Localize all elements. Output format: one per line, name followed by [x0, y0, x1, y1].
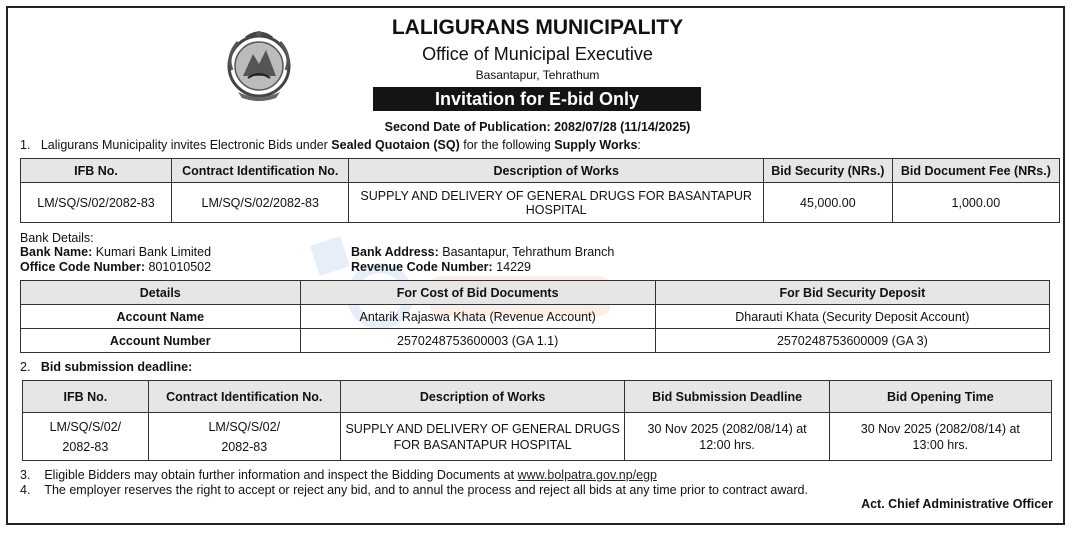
- table-cell: 2570248753600009 (GA 3): [655, 329, 1049, 353]
- table-cell: [23, 413, 149, 461]
- table-header: Bid Submission Deadline: [625, 381, 829, 413]
- cell-line: LM/SQ/S/02/: [49, 419, 122, 434]
- table-cell: LM/SQ/S/02/2082-83: [172, 183, 349, 223]
- table-header: Description of Works: [349, 159, 764, 183]
- table-header: Details: [21, 281, 301, 305]
- label: Revenue Code Number:: [351, 260, 493, 274]
- item-number: 4.: [20, 483, 31, 497]
- table-header: For Bid Security Deposit: [655, 281, 1049, 305]
- table-cell: [829, 413, 1051, 461]
- cell-line: SUPPLY AND DELIVERY OF GENERAL DRUGS: [345, 421, 620, 436]
- table-header: IFB No.: [23, 381, 149, 413]
- table-cell: 1,000.00: [892, 183, 1059, 223]
- item-number: 1.: [20, 138, 31, 152]
- item-1: [20, 138, 641, 152]
- item-number: 2.: [20, 360, 31, 374]
- table-header: Description of Works: [340, 381, 625, 413]
- nepal-emblem-icon: [218, 26, 300, 104]
- table-cell: [625, 413, 829, 461]
- bank-accounts-table: [20, 280, 1050, 353]
- value: Kumari Bank Limited: [92, 245, 212, 259]
- table-header: Contract Identification No.: [172, 159, 349, 183]
- item-text: Laligurans Municipality invites Electronic Bids under: [40, 138, 332, 152]
- bank-name: [20, 245, 211, 259]
- cell-line: 2082-83: [221, 439, 268, 454]
- label: Office Code Number:: [20, 260, 146, 274]
- bolpatra-link[interactable]: www.bolpatra.gov.np/egp: [517, 468, 657, 482]
- value: Basantapur, Tehrathum Branch: [438, 245, 615, 259]
- office-location: Basantapur, Tehrathum: [475, 68, 600, 82]
- table-cell: 2570248753600003 (GA 1.1): [300, 329, 655, 353]
- office-code: [20, 260, 211, 274]
- item-bold: Bid submission deadline:: [40, 360, 193, 374]
- cell-line: 13:00 hrs.: [912, 438, 969, 452]
- notice-banner: Invitation for E-bid Only: [373, 87, 701, 111]
- table-header: For Cost of Bid Documents: [300, 281, 655, 305]
- item-bold: Sealed Quotaion (SQ): [331, 138, 460, 152]
- item-text: :: [637, 138, 641, 152]
- value: 801010502: [145, 260, 212, 274]
- table-cell: SUPPLY AND DELIVERY OF GENERAL DRUGS FOR BASANTAPUR HOSPITAL: [349, 183, 764, 223]
- publication-date: Second Date of Publication: 2082/07/28 (11/14/2025): [384, 120, 691, 134]
- municipality-name: LALIGURANS MUNICIPALITY: [391, 16, 684, 39]
- item-number: 3.: [20, 468, 31, 482]
- table-header: Bid Opening Time: [829, 381, 1051, 413]
- label: Bank Name:: [20, 245, 93, 259]
- table-cell: Dharauti Khata (Security Deposit Account): [655, 305, 1049, 329]
- table-header: Contract Identification No.: [148, 381, 340, 413]
- bid-items-table: [20, 158, 1060, 223]
- table-cell: Account Number: [21, 329, 301, 353]
- item-bold: Supply Works: [554, 138, 638, 152]
- item-text: Eligible Bidders may obtain further information and inspect the Bidding Documents at: [44, 468, 518, 482]
- cell-line: FOR BASANTAPUR HOSPITAL: [393, 437, 572, 452]
- item-text: for the following: [459, 138, 555, 152]
- value: 14229: [492, 260, 531, 274]
- cell-line: 2082-83: [62, 439, 109, 454]
- table-cell: Antarik Rajaswa Khata (Revenue Account): [300, 305, 655, 329]
- label: Bank Address:: [351, 245, 439, 259]
- item-text: The employer reserves the right to accept or reject any bid, and to annul the process and reject all bids at any time prior to contract award.: [44, 483, 808, 497]
- table-cell: [148, 413, 340, 461]
- table-cell: 45,000.00: [763, 183, 892, 223]
- office-name: Office of Municipal Executive: [422, 44, 653, 64]
- cell-line: 30 Nov 2025 (2082/08/14) at: [860, 422, 1020, 436]
- cell-line: LM/SQ/S/02/: [208, 419, 281, 434]
- table-header: Bid Security (NRs.): [763, 159, 892, 183]
- cell-line: 12:00 hrs.: [699, 438, 755, 452]
- cell-line: 30 Nov 2025 (2082/08/14) at: [647, 422, 807, 436]
- table-cell: Account Name: [21, 305, 301, 329]
- bank-details-title: Bank Details:: [20, 231, 94, 245]
- item-4: [20, 483, 808, 497]
- item-2: [20, 360, 192, 374]
- item-3: [20, 468, 657, 482]
- table-cell: [340, 413, 625, 461]
- signature-title: Act. Chief Administrative Officer: [861, 497, 1053, 511]
- table-cell: LM/SQ/S/02/2082-83: [21, 183, 172, 223]
- submission-table: [22, 380, 1052, 461]
- table-header: IFB No.: [21, 159, 172, 183]
- table-header: Bid Document Fee (NRs.): [892, 159, 1059, 183]
